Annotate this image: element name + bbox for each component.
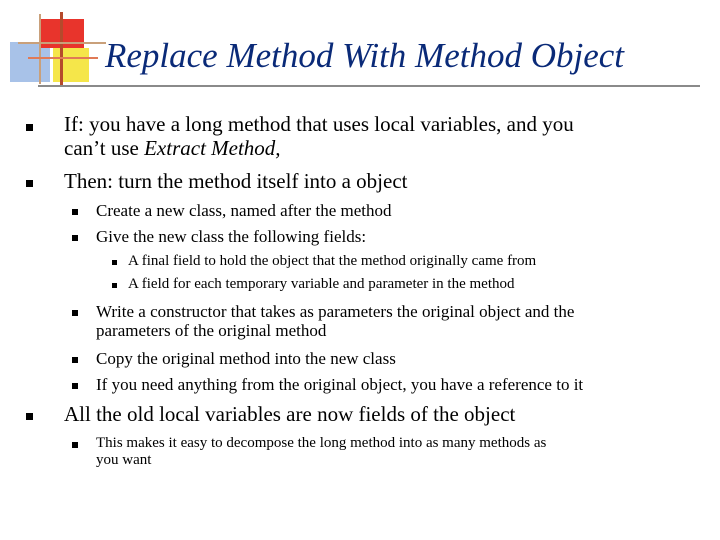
logo-line [28, 57, 98, 59]
bullet-fields: All the old local variables are now fields of the object [64, 402, 516, 426]
logo-line [39, 14, 41, 84]
bullet-icon [72, 383, 78, 389]
bullet-decompose [96, 435, 706, 469]
logo-line [60, 12, 63, 86]
logo-blue-square [10, 42, 50, 82]
bullet-icon [26, 180, 33, 187]
bullet-temp-field: A field for each temporary variable and parameter in the method [128, 276, 515, 292]
bullet-constructor-line2: parameters of the original method [96, 321, 327, 341]
bullet-if-line2-italic: Extract Method, [144, 135, 281, 160]
bullet-icon [72, 310, 78, 316]
bullet-decompose-line1: This makes it easy to decompose the long method into as many methods as [96, 435, 547, 451]
bullet-if-line2 [64, 137, 704, 161]
title-underline [38, 85, 700, 87]
bullet-icon [72, 235, 78, 241]
bullet-constructor [96, 302, 706, 340]
bullet-constructor-line1: Write a constructor that takes as parameters the original object and the [96, 302, 575, 321]
bullet-copy-method: Copy the original method into the new class [96, 349, 396, 368]
slide-title: Replace Method With Method Object [105, 36, 625, 75]
logo-line [18, 42, 106, 44]
bullet-icon [72, 442, 78, 448]
bullet-icon [112, 260, 117, 265]
bullet-if-line2-text: can’t use [64, 135, 145, 160]
bullet-icon [72, 357, 78, 363]
bullet-icon [112, 283, 117, 288]
bullet-reference: If you need anything from the original object, you have a reference to it [96, 375, 584, 394]
bullet-icon [26, 413, 33, 420]
bullet-if-line1: If: you have a long method that uses local variables, and you [64, 112, 574, 136]
bullet-then: Then: turn the method itself into a object [64, 169, 408, 193]
logo-yellow-square [53, 48, 89, 82]
bullet-decompose-line2: you want [96, 451, 152, 468]
bullet-icon [72, 209, 78, 215]
bullet-final-field: A final field to hold the object that the method originally came from [128, 253, 537, 269]
bullet-if [64, 113, 704, 160]
bullet-give-fields: Give the new class the following fields: [96, 227, 367, 246]
bullet-create-class: Create a new class, named after the method [96, 201, 392, 220]
bullet-icon [26, 124, 33, 131]
